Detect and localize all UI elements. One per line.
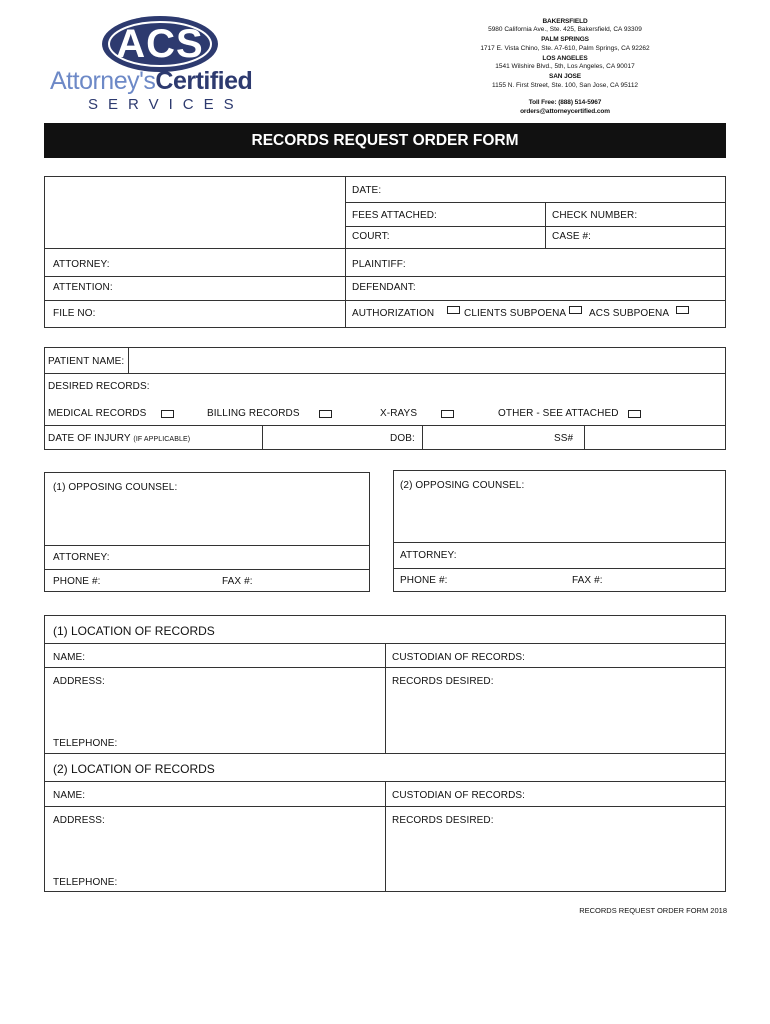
xrays-checkbox[interactable] (441, 410, 454, 418)
office-bakersfield-city: BAKERSFIELD (542, 18, 588, 25)
location-2-address-field[interactable]: ADDRESS: (53, 815, 105, 826)
opposing-counsel-2-phone-field[interactable]: PHONE #: (400, 575, 448, 586)
location-2-telephone-field[interactable]: TELEPHONE: (53, 877, 118, 888)
opposing-counsel-1-title[interactable]: (1) OPPOSING COUNSEL: (53, 482, 178, 493)
location-1-name-field[interactable]: NAME: (53, 652, 86, 663)
opposing-counsel-2-title[interactable]: (2) OPPOSING COUNSEL: (400, 480, 525, 491)
defendant-field[interactable]: DEFENDANT: (352, 282, 416, 293)
order-email: orders@attorneycertified.com (520, 108, 610, 115)
form-title: RECORDS REQUEST ORDER FORM (251, 132, 519, 149)
location-1-records-desired-field[interactable]: RECORDS DESIRED: (392, 676, 494, 687)
office-los-angeles-city: LOS ANGELES (542, 55, 588, 62)
acs-subpoena-checkbox[interactable] (676, 306, 689, 314)
billing-records-checkbox[interactable] (319, 410, 332, 418)
desired-records-label: DESIRED RECORDS: (48, 381, 150, 392)
company-logo (50, 14, 280, 114)
attorney-field[interactable]: ATTORNEY: (53, 259, 110, 270)
location-2-records-desired-field[interactable]: RECORDS DESIRED: (392, 815, 494, 826)
ssn-field[interactable]: SS# (554, 433, 574, 444)
authorization-checkbox[interactable] (447, 306, 460, 314)
opposing-counsel-1-phone-field[interactable]: PHONE #: (53, 576, 101, 587)
acs-subpoena-label: ACS SUBPOENA (589, 308, 670, 319)
logo-mark-text: ACS (116, 22, 204, 66)
attention-field[interactable]: ATTENTION: (53, 282, 113, 293)
opposing-counsel-1-fax-field[interactable]: FAX #: (222, 576, 253, 587)
office-san-jose-address: 1155 N. First Street, Ste. 100, San Jose, CA 95112 (491, 82, 639, 89)
location-1-title: (1) LOCATION OF RECORDS (53, 624, 215, 638)
medical-records-checkbox[interactable] (161, 410, 174, 418)
office-bakersfield-address: 5980 California Ave., Ste. 425, Bakersfield, CA 93309 (488, 26, 642, 33)
case-info-box (44, 176, 726, 328)
court-field[interactable]: COURT: (352, 231, 390, 242)
logo-name-part1: Attorney's (50, 67, 156, 95)
office-san-jose-city: SAN JOSE (548, 73, 582, 80)
file-number-field[interactable]: FILE NO: (53, 308, 96, 319)
location-1-custodian-field[interactable]: CUSTODIAN OF RECORDS: (392, 652, 526, 663)
clients-subpoena-label: CLIENTS SUBPOENA (464, 308, 567, 319)
patient-name-field[interactable]: PATIENT NAME: (48, 356, 125, 367)
location-1-telephone-field[interactable]: TELEPHONE: (53, 738, 118, 749)
opposing-counsel-2-fax-field[interactable]: FAX #: (572, 575, 603, 586)
office-palm-springs-address: 1717 E. Vista Chino, Ste. A7-610, Palm Springs, CA 92262 (480, 45, 650, 52)
opposing-counsel-1-attorney-field[interactable]: ATTORNEY: (53, 552, 110, 563)
if-applicable-note: (IF APPLICABLE) (133, 436, 191, 443)
plaintiff-field[interactable]: PLAINTIFF: (352, 259, 406, 270)
toll-free-number: Toll Free: (888) 514-5967 (528, 99, 602, 106)
medical-records-label: MEDICAL RECORDS (48, 408, 147, 419)
authorization-label: AUTHORIZATION (352, 308, 435, 319)
dob-field[interactable]: DOB: (390, 433, 415, 444)
other-checkbox[interactable] (628, 410, 641, 418)
logo-services: SERVICES (88, 96, 244, 113)
location-2-name-field[interactable]: NAME: (53, 790, 86, 801)
xrays-label: X-RAYS (380, 408, 418, 419)
location-1-address-field[interactable]: ADDRESS: (53, 676, 105, 687)
fees-attached-field[interactable]: FEES ATTACHED: (352, 210, 437, 221)
date-field[interactable]: DATE: (352, 185, 382, 196)
form-footer: RECORDS REQUEST ORDER FORM 2018 (579, 906, 727, 915)
opposing-counsel-2-attorney-field[interactable]: ATTORNEY: (400, 550, 457, 561)
other-label: OTHER - SEE ATTACHED (498, 408, 619, 419)
clients-subpoena-checkbox[interactable] (569, 306, 582, 314)
office-palm-springs-city: PALM SPRINGS (541, 36, 589, 43)
logo-name (50, 67, 252, 95)
location-2-title: (2) LOCATION OF RECORDS (53, 762, 215, 776)
date-of-injury-field[interactable] (48, 434, 190, 444)
date-of-injury-label: DATE OF INJURY (48, 433, 131, 444)
logo-name-part2: Certified (155, 67, 253, 95)
check-number-field[interactable]: CHECK NUMBER: (552, 210, 638, 221)
case-number-field[interactable]: CASE #: (552, 231, 592, 242)
billing-records-label: BILLING RECORDS (207, 408, 300, 419)
location-2-custodian-field[interactable]: CUSTODIAN OF RECORDS: (392, 790, 526, 801)
office-los-angeles-address: 1541 Wilshire Blvd., 5th, Los Angeles, CA 90017 (495, 63, 635, 70)
